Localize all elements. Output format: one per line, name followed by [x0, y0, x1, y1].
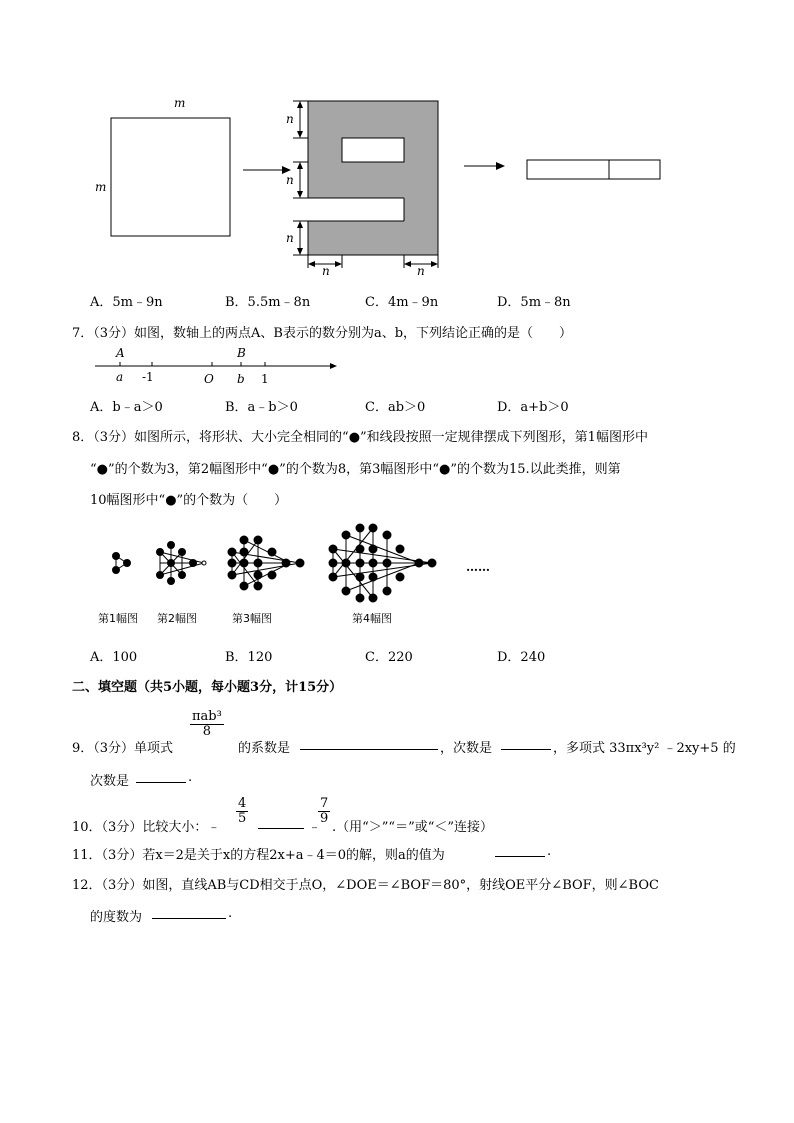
q10-fraction-1: [236, 797, 248, 827]
q10-f2-den: 9: [320, 811, 329, 827]
label-n-5: n: [417, 264, 425, 278]
q9-fraction: [190, 710, 224, 740]
q8-option-d: D．240: [497, 650, 546, 665]
q9-prefix: 9．（3分）单项式: [72, 741, 174, 756]
pattern-ellipsis: ……: [466, 560, 490, 574]
label-n-3: n: [286, 231, 294, 245]
q12-end: .: [228, 906, 233, 921]
label-m-left: m: [95, 180, 107, 194]
q9-degree-label: ，次数是: [440, 741, 493, 756]
q11-text: 11．（3分）若x＝2是关于x的方程2x+a﹣4＝0的解，则a的值为: [72, 848, 445, 863]
q10-prefix: 10．（3分）比较大小：﹣: [72, 820, 221, 835]
label-m-top: m: [174, 96, 186, 110]
nl-label-B: B: [237, 346, 246, 360]
q8-option-c: C．220: [365, 650, 413, 665]
caption-fig2: 第2幅图: [157, 612, 197, 625]
q9-line2-label: 次数是: [90, 774, 130, 789]
q9-frac-num: πab³: [192, 709, 222, 724]
nl-label-O: O: [204, 372, 214, 386]
q7-option-b: B．a﹣b＞0: [225, 400, 298, 415]
nl-label-b: b: [237, 372, 245, 386]
q8-option-b: B．120: [225, 650, 273, 665]
q8-stem-line2: “●”的个数为3，第2幅图形中“●”的个数为8，第3幅图形中“●”的个数为15.以此类推，则第: [90, 462, 621, 477]
q7-option-d: D．a+b＞0: [497, 400, 569, 415]
q9-coefficient-label: 的系数是: [238, 741, 291, 756]
caption-fig3: 第3幅图: [232, 612, 272, 625]
q9-blank-degree[interactable]: [501, 737, 551, 750]
q9-frac-den: 8: [202, 724, 212, 740]
q9-end: .: [188, 770, 193, 785]
q11-blank[interactable]: [495, 844, 545, 857]
q8-stem-line1: 8．（3分）如图所示，将形状、大小完全相同的“●”和线段按照一定规律摆成下列图形，第1幅图形中: [72, 430, 648, 445]
label-n-2: n: [286, 173, 294, 187]
nl-label-neg1: -1: [142, 370, 154, 384]
q8-stem-line3: 10幅图形中“●”的个数为（ ）: [90, 493, 288, 508]
q10-suffix: .（用“＞”“＝”或“＜”连接）: [332, 820, 494, 835]
q6-option-d: D．5m﹣8n: [497, 295, 571, 310]
nl-label-a: a: [116, 370, 124, 384]
q10-blank[interactable]: [258, 816, 304, 829]
q6-option-c: C．4m﹣9n: [365, 295, 439, 310]
label-n-1: n: [286, 112, 294, 126]
q6-option-a: A．5m﹣9n: [90, 295, 163, 310]
q10-minus: ﹣: [308, 820, 322, 835]
q7-option-c: C．ab＞0: [365, 400, 426, 415]
q11-end: .: [547, 844, 552, 859]
q12-line2: 的度数为: [90, 910, 143, 925]
q8-option-a: A．100: [90, 650, 138, 665]
q9-polynomial-label: ，多项式 33πx³y² ﹣2xy+5 的: [553, 741, 736, 756]
caption-fig1: 第1幅图: [98, 612, 138, 625]
q6-option-b: B．5.5m﹣8n: [225, 295, 311, 310]
q12-line1: 12．（3分）如图，直线AB与CD相交于点O，∠DOE＝∠BOF＝80°，射线OE平分∠BOF，则∠BOC: [72, 878, 659, 893]
q10-f2-num: 7: [320, 796, 329, 811]
nl-label-A: A: [116, 346, 125, 360]
q9-blank-coefficient[interactable]: [300, 737, 438, 750]
label-n-4: n: [322, 264, 330, 278]
section-title-fill-in: 二、填空题（共5小题，每小题3分，计15分）: [72, 680, 343, 695]
q12-blank[interactable]: [152, 906, 226, 919]
q10-f1-num: 4: [238, 796, 247, 811]
q9-blank-polynomial-degree[interactable]: [136, 770, 186, 783]
q10-f1-den: 5: [238, 811, 247, 827]
nl-label-1: 1: [261, 372, 269, 386]
caption-fig4: 第4幅图: [352, 612, 392, 625]
q7-option-a: A．b﹣a＞0: [90, 400, 163, 415]
q10-fraction-2: [318, 797, 330, 827]
q7-stem: 7．（3分）如图，数轴上的两点A、B表示的数分别为a、b，下列结论正确的是（ ）: [72, 326, 573, 341]
